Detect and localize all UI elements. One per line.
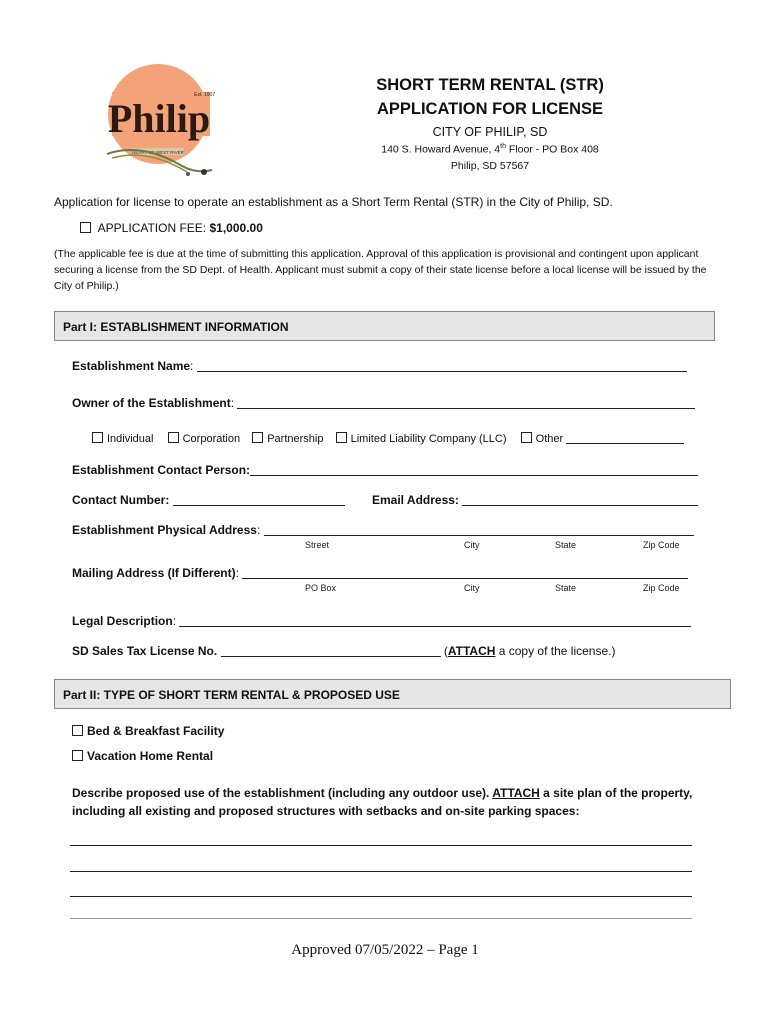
describe-instructions: Describe proposed use of the establishment (including any outdoor use). ATTACH a site plan of the property, including all existing and proposed structures with setbacks and on-site parking spaces:	[72, 786, 693, 818]
city-address-line2: Philip, SD 57567	[450, 160, 530, 172]
contact-number-row	[72, 493, 345, 507]
owner-row: Owner of the Establishment:	[72, 396, 695, 410]
owner-type-row	[92, 431, 684, 445]
physical-street-caption: Street	[305, 540, 330, 550]
physical-address-row: Establishment Physical Address:	[72, 523, 694, 537]
email-row	[372, 493, 698, 507]
part2-header: Part II: TYPE OF SHORT TERM RENTAL & PROPOSED USE	[54, 679, 731, 709]
email-field[interactable]	[462, 493, 698, 506]
individual-label: Individual	[107, 433, 154, 445]
owner-label: Owner of the Establishment	[72, 396, 231, 410]
city-logo	[102, 62, 222, 186]
corporation-label: Corporation	[182, 433, 241, 445]
page-footer: Approved 07/05/2022 – Page 1	[291, 942, 479, 958]
logo-ribbon-text: HEART OF WEST RIVER	[132, 150, 184, 155]
owner-field[interactable]	[237, 396, 695, 409]
attach-site-plan-word: ATTACH	[492, 786, 540, 800]
partnership-label: Partnership	[267, 433, 324, 445]
vacation-label: Vacation Home Rental	[87, 749, 214, 763]
establishment-name-label: Establishment Name	[72, 359, 191, 373]
form-title-line1: SHORT TERM RENTAL (STR)	[376, 76, 604, 94]
contact-person-field[interactable]	[250, 463, 698, 476]
contact-person-row	[72, 463, 698, 477]
intro-text: Application for license to operate an establishment as a Short Term Rental (STR) in the City of Philip, SD.	[54, 195, 613, 209]
describe-line-3[interactable]	[70, 896, 692, 897]
tax-license-row: SD Sales Tax License No. (ATTACH a copy of the license.)	[72, 644, 616, 658]
describe-line-2[interactable]	[70, 871, 692, 872]
attach-license-note: a copy of the license.)	[495, 644, 616, 658]
physical-city-caption: City	[464, 540, 480, 550]
mailing-state-caption: State	[555, 583, 577, 593]
other-field[interactable]	[566, 431, 684, 444]
mailing-address-label: Mailing Address (If Different)	[72, 566, 236, 580]
email-label: Email Address:	[372, 493, 459, 507]
other-checkbox[interactable]	[521, 432, 532, 443]
fee-note: (The applicable fee is due at the time of submitting this application. Approval of this application is provisional and contingent upon applicant securing a license from the SD Dept. of Health. Applicant must submit a copy of their state license before a local license will be issued by the City of Philip.)	[54, 248, 707, 292]
describe-line-1[interactable]	[70, 845, 692, 846]
legal-description-field[interactable]	[179, 614, 691, 627]
mailing-city-caption: City	[464, 583, 480, 593]
legal-description-label: Legal Description	[72, 614, 173, 628]
attach-license-word: ATTACH	[447, 644, 496, 658]
fee-amount: $1,000.00	[209, 221, 263, 235]
bnb-label: Bed & Breakfast Facility	[87, 724, 225, 738]
physical-state-caption: State	[555, 540, 577, 550]
llc-checkbox[interactable]	[336, 432, 347, 443]
establishment-name-field[interactable]	[197, 359, 687, 372]
llc-label: Limited Liability Company (LLC)	[350, 433, 507, 445]
mailing-address-field[interactable]	[242, 566, 688, 579]
vacation-option	[72, 749, 213, 763]
physical-address-field[interactable]	[264, 523, 694, 536]
contact-person-label: Establishment Contact Person:	[72, 463, 251, 477]
bnb-checkbox[interactable]	[72, 725, 83, 736]
fee-label: APPLICATION FEE:	[97, 221, 210, 235]
mailing-pobox-caption: PO Box	[305, 583, 337, 593]
logo-small-text: Est. 1907	[194, 92, 216, 98]
bnb-option	[72, 724, 224, 738]
form-title-line2: APPLICATION FOR LICENSE	[376, 100, 604, 118]
vacation-checkbox[interactable]	[72, 750, 83, 761]
logo-text: Philip	[107, 96, 211, 141]
city-name: CITY OF PHILIP, SD	[432, 125, 548, 139]
corporation-checkbox[interactable]	[168, 432, 179, 443]
physical-zip-caption: Zip Code	[643, 540, 680, 550]
fee-checkbox[interactable]	[80, 222, 91, 233]
tax-license-field[interactable]	[221, 644, 441, 657]
legal-description-row: Legal Description:	[72, 614, 691, 628]
city-address: 140 S. Howard Avenue, 4th Floor - PO Box 408	[381, 143, 599, 156]
fee-row	[80, 221, 263, 235]
individual-checkbox[interactable]	[92, 432, 103, 443]
establishment-name-row: Establishment Name:	[72, 359, 687, 373]
part1-header: Part I: ESTABLISHMENT INFORMATION	[54, 311, 715, 341]
describe-line-4[interactable]	[70, 918, 692, 919]
physical-address-label: Establishment Physical Address	[72, 523, 257, 537]
tax-license-label: SD Sales Tax License No.	[72, 644, 218, 658]
other-label: Other	[535, 433, 564, 445]
partnership-checkbox[interactable]	[252, 432, 263, 443]
mailing-address-row: Mailing Address (If Different):	[72, 566, 688, 580]
contact-number-label: Contact Number:	[72, 493, 170, 507]
contact-number-field[interactable]	[173, 493, 345, 506]
mailing-zip-caption: Zip Code	[643, 583, 680, 593]
